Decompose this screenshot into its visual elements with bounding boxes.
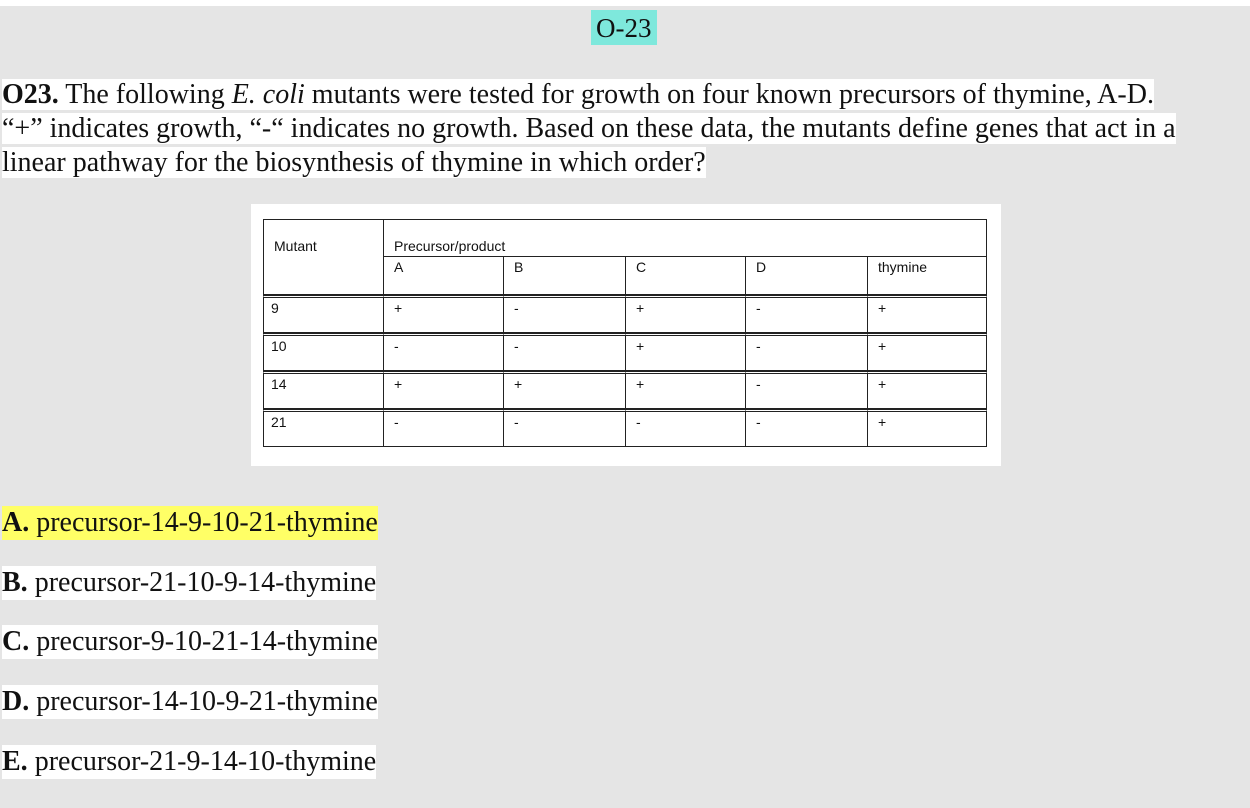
answer-option-a[interactable]: A. precursor-14-9-10-21-thymine (2, 507, 378, 538)
answer-option-b[interactable]: B. precursor-21-10-9-14-thymine (2, 567, 377, 598)
mutant-label: 9 (263, 295, 383, 333)
mutant-label: 21 (263, 409, 383, 447)
growth-cell: + (383, 371, 503, 409)
growth-cell: + (867, 409, 987, 447)
question-id-label: O-23 (591, 10, 657, 45)
question-line-1: O23. The following E. coli mutants were tested for growth on four known precursors of thymine, A-D. (2, 79, 1154, 110)
growth-cell: - (745, 333, 867, 371)
growth-cell: - (503, 295, 625, 333)
question-line-2: “+” indicates growth, “-“ indicates no growth. Based on these data, the mutants define genes that act in a (2, 113, 1176, 144)
document-page (0, 6, 1250, 808)
column-header-c: C (625, 257, 745, 295)
table-row (263, 371, 987, 409)
precursor-group-header: Precursor/product (383, 219, 987, 257)
column-header-b: B (503, 257, 625, 295)
mutant-column-header: Mutant (263, 219, 383, 295)
growth-cell: + (625, 333, 745, 371)
growth-table (263, 219, 987, 447)
question-number: O23. (2, 79, 59, 110)
growth-cell: - (383, 409, 503, 447)
mutant-label: 14 (263, 371, 383, 409)
answer-option-e[interactable]: E. precursor-21-9-14-10-thymine (2, 746, 377, 777)
growth-cell: + (867, 371, 987, 409)
column-header-thymine: thymine (867, 257, 987, 295)
table-row (263, 333, 987, 371)
answer-option-c[interactable]: C. precursor-9-10-21-14-thymine (2, 626, 378, 657)
table-row (263, 295, 987, 333)
growth-cell: - (745, 409, 867, 447)
growth-cell: - (383, 333, 503, 371)
question-line-3: linear pathway for the biosynthesis of thymine in which order? (2, 147, 706, 178)
question-text (2, 78, 1247, 180)
growth-cell: - (503, 409, 625, 447)
growth-cell: - (745, 371, 867, 409)
growth-cell: - (745, 295, 867, 333)
growth-cell: - (503, 333, 625, 371)
mutant-label: 10 (263, 333, 383, 371)
table-header-row (263, 219, 987, 257)
organism-name: E. coli (231, 79, 305, 110)
growth-cell: + (625, 371, 745, 409)
column-header-d: D (745, 257, 867, 295)
growth-table-panel (251, 204, 1001, 466)
growth-cell: + (383, 295, 503, 333)
growth-cell: + (625, 295, 745, 333)
answer-option-d[interactable]: D. precursor-14-10-9-21-thymine (2, 686, 378, 717)
growth-cell: + (867, 295, 987, 333)
column-header-a: A (383, 257, 503, 295)
growth-cell: + (503, 371, 625, 409)
growth-cell: + (867, 333, 987, 371)
table-row (263, 409, 987, 447)
growth-cell: - (625, 409, 745, 447)
